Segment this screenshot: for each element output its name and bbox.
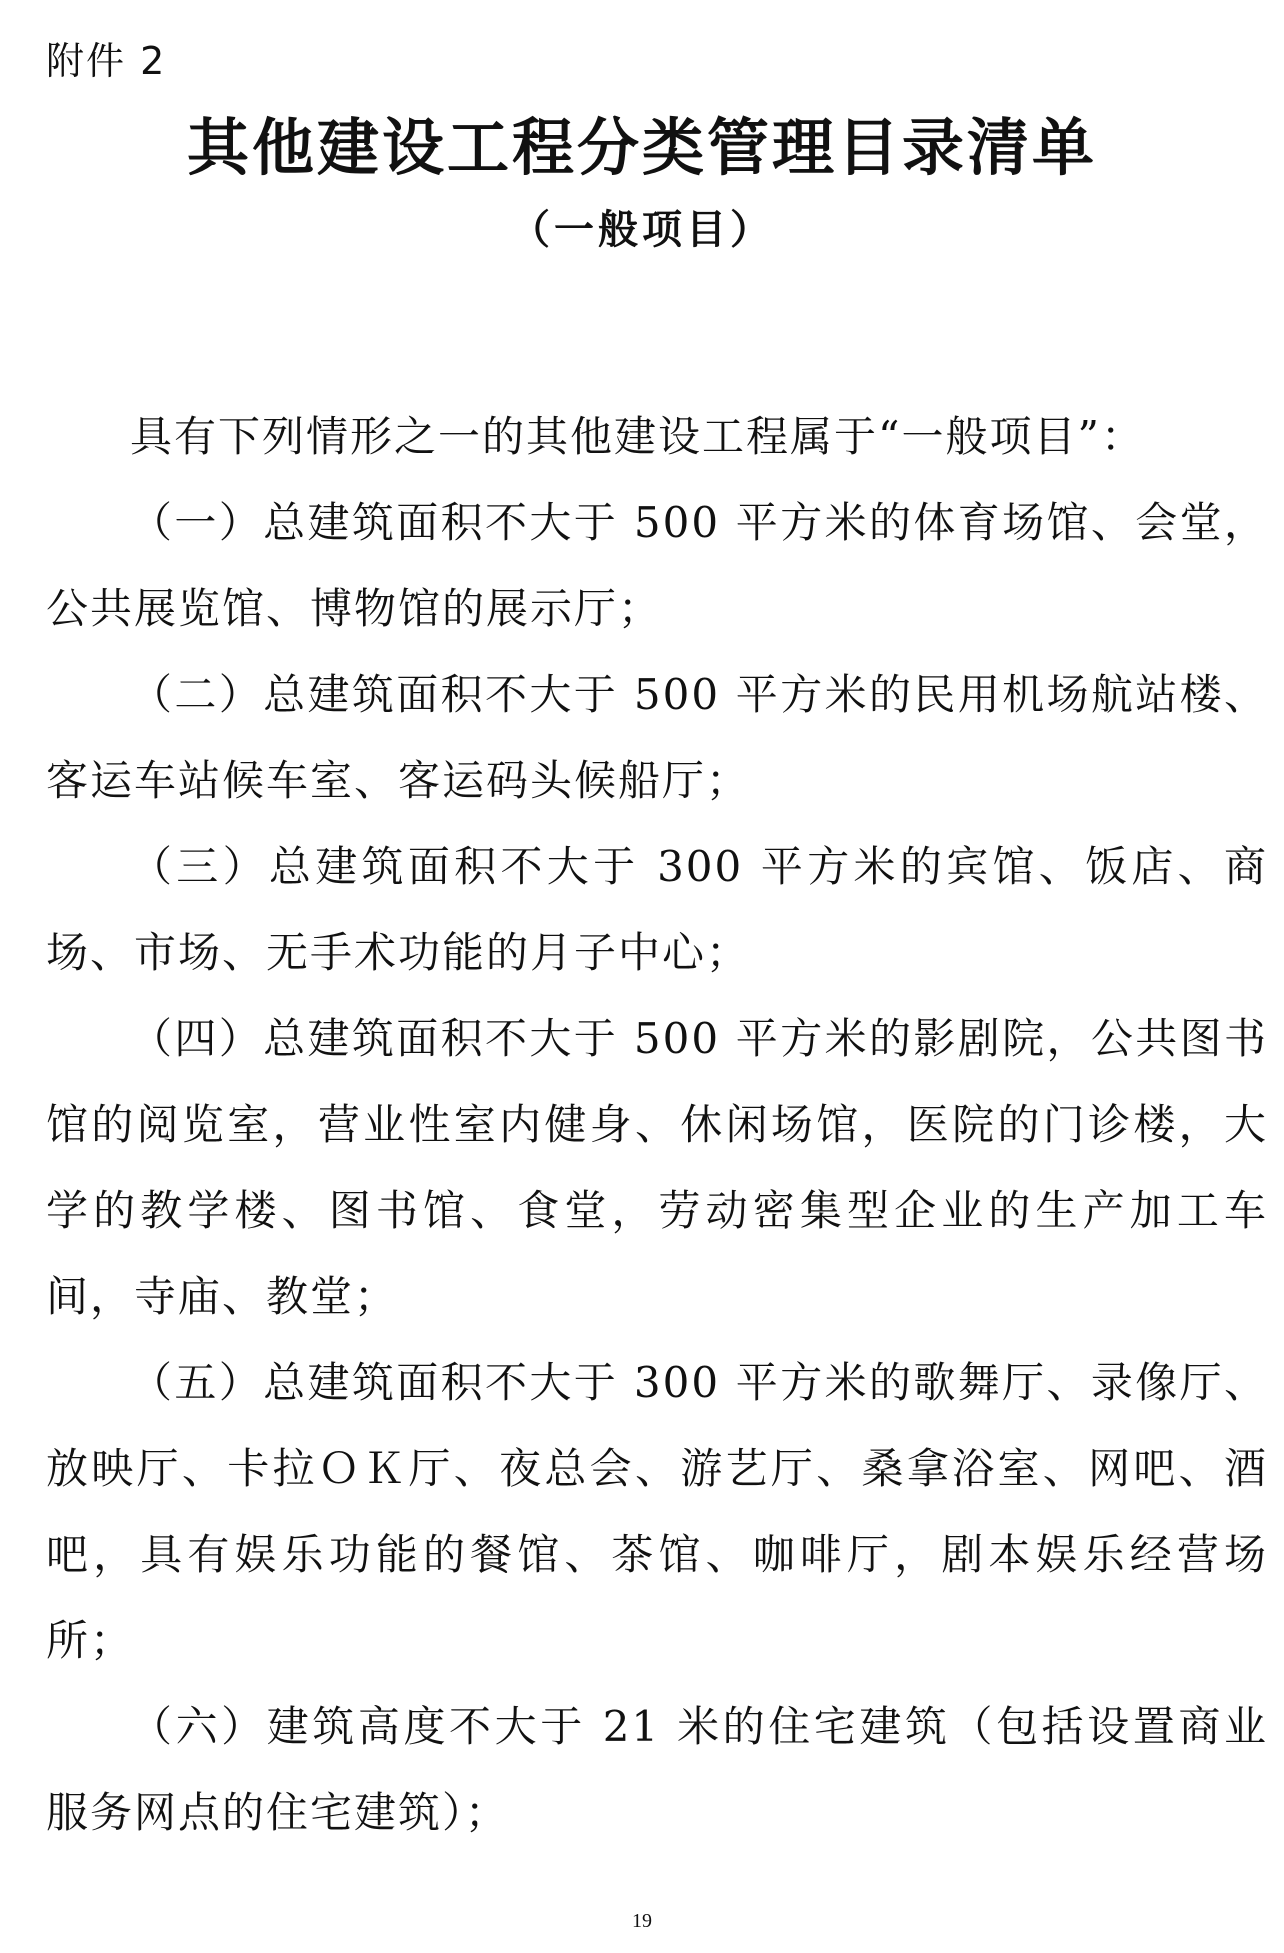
list-item-3: （三）总建筑面积不大于 300 平方米的宾馆、饭店、商场、市场、无手术功能的月子中心； [46,842,1268,977]
list-item-6: （六）建筑高度不大于 21 米的住宅建筑（包括设置商业服务网点的住宅建筑）； [46,1702,1268,1837]
list-item-4: （四）总建筑面积不大于 500 平方米的影剧院，公共图书馆的阅览室，营业性室内健身、休闲场馆，医院的门诊楼，大学的教学楼、图书馆、食堂，劳动密集型企业的生产加工车间，寺庙、教堂； [46,1014,1268,1321]
attachment-label: 附件 2 [46,39,167,83]
list-item-2: （二）总建筑面积不大于 500 平方米的民用机场航站楼、客运车站候车室、客运码头候船厅； [46,670,1268,805]
page-title: 其他建设工程分类管理目录清单 [186,111,1097,184]
page-subtitle: （一般项目） [510,207,774,253]
list-item-1: （一）总建筑面积不大于 500 平方米的体育场馆、会堂，公共展览馆、博物馆的展示厅； [46,498,1268,633]
intro-paragraph: 具有下列情形之一的其他建设工程属于“一般项目”： [130,412,1145,461]
page-number: 19 [632,1910,652,1932]
document-body [46,394,1268,1856]
list-item-5: （五）总建筑面积不大于 300 平方米的歌舞厅、录像厅、放映厅、卡拉ＯＫ厅、夜总会、游艺厅、桑拿浴室、网吧、酒吧，具有娱乐功能的餐馆、茶馆、咖啡厅，剧本娱乐经营场所； [46,1358,1268,1665]
